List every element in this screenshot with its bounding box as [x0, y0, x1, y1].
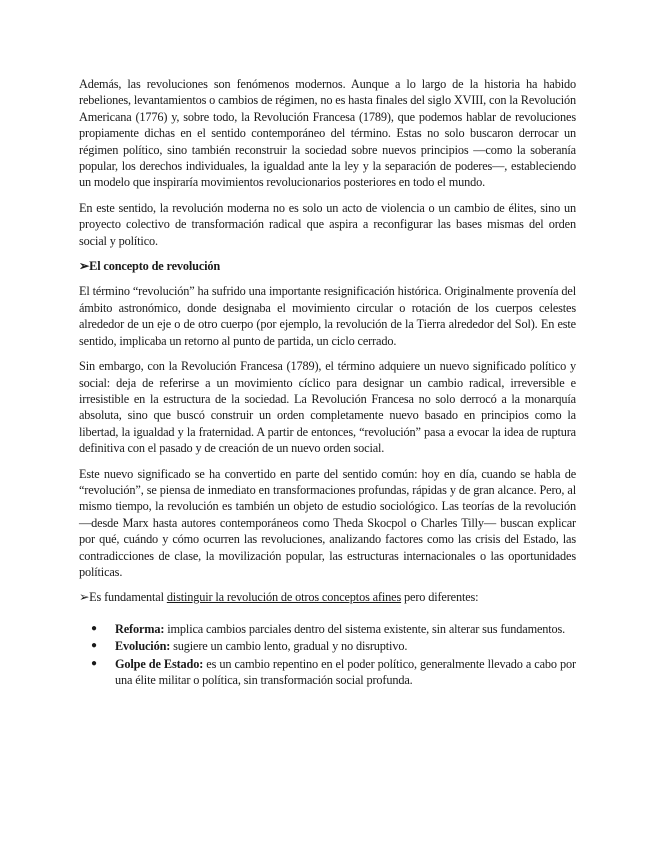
paragraph-common-sense: Este nuevo significado se ha convertido en parte del sentido común: hoy en día, cuando se habla de “revolución”, se piensa de inmediato en transformaciones profundas, rápidas y de gran alcance. Pero, al mismo tiempo, la revolución es también un objeto de estudio sociológico. Las teorías de la revolución —desde Marx hasta autores contemporáneos como Theda Skocpol o Charles Tilly— buscan explicar por qué, cuándo y cómo ocurren las revoluciones, analizando factores como las crisis del Estado, las contradicciones de clase, la movilización popular, las estructuras internacionales o las oportunidades políticas. [79, 466, 576, 579]
paragraph-modern-revolution-sense: En este sentido, la revolución moderna no es solo un acto de violencia o un cambio de élites, sino un proyecto colectivo de transformación radical que aspira a reconfigurar las bases mismas del orden social y político. [79, 200, 576, 248]
list-item-text: implica cambios parciales dentro del sistema existente, sin alterar sus fundamentos. [164, 621, 566, 636]
concept-list [79, 621, 576, 689]
paragraph-french-revolution: Sin embargo, con la Revolución Francesa (1789), el término adquiere un nuevo significado político y social: deja de referirse a un movimiento cíclico para designar un cambio radical, irreversible e irresistible en la estructura de la sociedad. La Revolución Francesa no solo derrocó a la monarquía absoluta, sino que buscó construir un orden completamente nuevo basado en principios como la libertad, la igualdad y la fraternidad. A partir de entonces, “revolución” pasa a evocar la idea de ruptura definitiva con el pasado y de creación de un nuevo orden social. [79, 359, 576, 456]
section-heading: ➢El concepto de revolución [79, 259, 221, 274]
list-item [79, 656, 576, 689]
distinction-intro [79, 589, 576, 605]
paragraph-modern-revolutions: Además, las revoluciones son fenómenos modernos. Aunque a lo largo de la historia ha habido rebeliones, levantamientos o cambios de régimen, no es hasta finales del siglo XVIII, con la Revolución Americana (1776) y, sobre todo, la Revolución Francesa (1789), que podemos hablar de revoluciones propiamente dichas en el sentido contemporáneo del término. Estas no solo buscaron derrocar un régimen político, sino también reconstruir la sociedad sobre nuevos principios —como la soberanía popular, los derechos individuales, la igualdad ante la ley y la separación de poderes—, estableciendo un modelo que inspiraría movimientos revolucionarios posteriores en todo el mundo. [79, 77, 576, 190]
list-item [79, 638, 576, 654]
document-page [79, 76, 576, 689]
bullet-icon: ● [91, 622, 97, 634]
list-item-term: Evolución: [115, 639, 171, 654]
bullet-icon: ● [91, 640, 97, 652]
bullet-icon: ● [91, 657, 97, 669]
distinction-suffix: pero diferentes: [401, 590, 479, 605]
list-item [79, 621, 576, 637]
list-item-term: Golpe de Estado: [115, 656, 204, 671]
paragraph-term-origin: El término “revolución” ha sufrido una importante resignificación histórica. Originalmente provenía del ámbito astronómico, donde designaba el movimiento circular o rotación de los cuerpos celestes alrededor de un eje o de otro cuerpo (por ejemplo, la revolución de la Tierra alrededor del Sol). En este sentido, implicaba un retorno al punto de partida, un ciclo cerrado. [79, 284, 576, 348]
list-item-term: Reforma: [115, 621, 165, 636]
distinction-underlined: distinguir la revolución de otros conceptos afines [166, 590, 402, 605]
list-item-text: es un cambio repentino en el poder político, generalmente llevado a cabo por una élite militar o política, sin transformación social profunda. [115, 656, 576, 687]
list-item-text: sugiere un cambio lento, gradual y no disruptivo. [170, 639, 408, 654]
distinction-prefix: ➢Es fundamental [79, 590, 167, 605]
